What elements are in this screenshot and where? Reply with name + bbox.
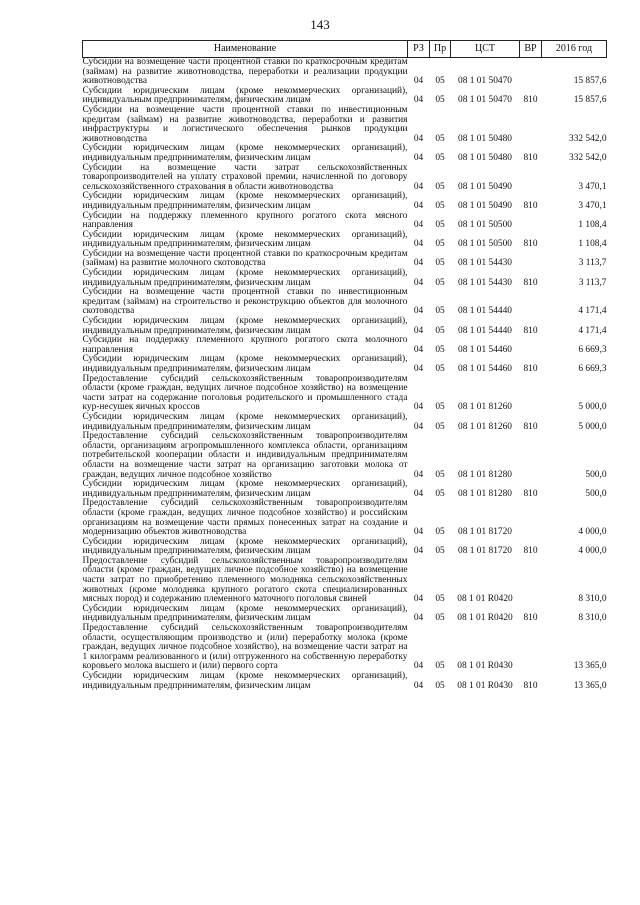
row-name: Субсидии юридическим лицам (кроме некоммерческих организаций), индивидуальным предпринимателям, физическим лицам (82, 229, 408, 250)
row-amount: 6 669,3 (578, 344, 607, 355)
row-name: Субсидии на возмещение части процентной ставки по краткосрочным кредитам (займам) на развитие молочного скотоводства (82, 248, 408, 269)
row-pr: 05 (435, 152, 445, 163)
row-cst: 08 1 01 50490 (458, 200, 512, 211)
row-name: Предоставление субсидий сельскохозяйственным товаропроизводителям области (кроме граждан, ведущих личное подсобное хозяйство) на возмещение части затрат по приобретению племенного молодняка сельскохозяйственных животных (кроме молодняка крупного рогатого скота специализированных мясных пород) и содержанию племенного маточного поголовья свиней (82, 555, 408, 605)
row-amount: 500,0 (585, 469, 607, 480)
table-row (83, 269, 607, 288)
row-rz: 04 (413, 613, 424, 624)
row-amount: 8 310,0 (578, 594, 607, 605)
row-name: Субсидии юридическим лицам (кроме некоммерческих организаций), индивидуальным предпринимателям, физическим лицам (82, 268, 408, 288)
row-cst: 08 1 01 50500 (458, 239, 512, 250)
row-pr: 05 (435, 546, 445, 557)
header-rz: РЗ (408, 41, 430, 58)
row-vr: 810 (523, 546, 538, 557)
row-vr: 810 (523, 421, 538, 432)
row-cst: 08 1 01 54430 (458, 277, 512, 288)
table-row (83, 672, 607, 691)
header-year: 2016 год (542, 41, 607, 58)
table-row (83, 480, 607, 499)
row-cst: 08 1 01 R0420 (457, 613, 513, 624)
row-name: Предоставление субсидий сельскохозяйственным товаропроизводителям области (кроме граждан, ведущих личное подсобное хозяйство) и российским организациям на возмещение части прямых понесенных затрат на создание и модернизацию объектов животноводства (82, 498, 408, 538)
row-rz: 04 (413, 661, 424, 672)
row-rz: 04 (413, 402, 424, 413)
table-row (83, 413, 607, 432)
row-pr: 05 (435, 220, 445, 231)
row-name: Предоставление субсидий сельскохозяйственным товаропроизводителям области (кроме граждан, ведущих личное подсобное хозяйство) на возмещение части затрат на содержание поголовья родительского и промышленного стада кур-несушек яичных кроссов (82, 373, 408, 413)
row-rz: 04 (413, 325, 424, 336)
row-rz: 04 (413, 152, 424, 163)
row-amount: 5 000,0 (578, 421, 607, 432)
row-vr (520, 432, 542, 480)
row-pr: 05 (435, 364, 445, 374)
row-amount: 13 365,0 (573, 680, 607, 691)
table-body (83, 58, 607, 692)
row-cst: 08 1 01 50490 (458, 181, 512, 192)
table-row (83, 499, 607, 537)
row-name: Субсидии на поддержку племенного крупного рогатого скота молочного направления (82, 335, 408, 355)
row-rz: 04 (413, 680, 424, 691)
row-amount: 3 470,1 (578, 181, 607, 192)
row-cst: 08 1 01 50480 (458, 152, 512, 163)
row-pr: 05 (435, 133, 445, 144)
row-name: Субсидии на возмещение части процентной ставки по краткосрочным кредитам (займам) на развитие животноводства, переработки и реализации продукции животноводства (82, 57, 408, 87)
row-pr: 05 (435, 200, 445, 211)
row-amount: 3 113,7 (578, 258, 607, 269)
page-number: 143 (310, 17, 330, 32)
row-pr: 05 (435, 661, 445, 672)
row-cst: 08 1 01 81260 (458, 421, 512, 432)
row-vr (520, 212, 542, 231)
table-row (83, 317, 607, 336)
table-row (83, 250, 607, 269)
row-rz: 04 (413, 527, 424, 538)
row-cst: 08 1 01 54460 (458, 364, 512, 374)
row-vr: 810 (523, 277, 538, 288)
row-pr: 05 (435, 344, 445, 355)
row-cst: 08 1 01 R0420 (457, 594, 513, 605)
row-name: Субсидии на возмещение части процентной ставки по инвестиционным кредитам (займам) на развитие животноводства, переработки и развития инфраструктуры и логистического обеспечения рынков продукции животноводства (82, 104, 408, 144)
row-vr (520, 557, 542, 605)
table-row (83, 355, 607, 374)
header-vr: ВР (520, 41, 542, 58)
row-name: Субсидии юридическим лицам (кроме некоммерческих организаций), индивидуальным предпринимателям, физическим лицам (82, 354, 408, 374)
row-vr (520, 106, 542, 144)
row-rz: 04 (413, 258, 424, 269)
row-name: Предоставление субсидий сельскохозяйственным товаропроизводителям области, организациям агропромышленного комплекса области, организациям потребительской кооперации области и индивидуальным предпринимателям области на возмещение части затрат на организацию заготовки молока от граждан, ведущих личное подсобное хозяйство (82, 431, 408, 480)
header-pr: Пр (430, 41, 451, 58)
table-row (83, 58, 607, 87)
row-rz: 04 (413, 364, 424, 374)
row-amount: 3 113,7 (578, 277, 607, 288)
header-cst: ЦСТ (451, 41, 520, 58)
row-name: Субсидии юридическим лицам (кроме некоммерческих организаций), индивидуальным предпринимателям, физическим лицам (82, 536, 408, 557)
table-row (83, 87, 607, 106)
row-vr (520, 499, 542, 537)
row-cst: 08 1 01 54460 (458, 344, 512, 355)
row-amount: 3 470,1 (578, 200, 607, 211)
row-name: Субсидии на возмещение части затрат сельскохозяйственных товаропроизводителей на уплату страховой премии, начисленной по договору сельскохозяйственного страхования в области животноводства (82, 162, 408, 192)
table-row (83, 538, 607, 557)
row-amount: 4 000,0 (578, 546, 607, 557)
row-name: Субсидии юридическим лицам (кроме некоммерческих организаций), индивидуальным предпринимателям, физическим лицам (82, 191, 408, 211)
row-amount: 15 857,6 (573, 95, 607, 106)
row-vr (520, 375, 542, 413)
row-cst: 08 1 01 50470 (458, 95, 512, 106)
row-rz: 04 (413, 277, 424, 288)
row-rz: 04 (413, 344, 424, 355)
row-amount: 500,0 (585, 488, 607, 499)
row-rz: 04 (413, 220, 424, 231)
row-vr: 810 (523, 488, 538, 499)
row-amount: 332 542,0 (569, 152, 607, 163)
row-cst: 08 1 01 54440 (458, 325, 512, 336)
row-amount: 1 108,4 (578, 220, 607, 231)
row-vr (520, 288, 542, 317)
row-amount: 8 310,0 (578, 613, 607, 624)
row-amount: 4 171,4 (578, 306, 607, 317)
row-rz: 04 (413, 76, 424, 87)
row-amount: 1 108,4 (578, 239, 607, 250)
row-pr: 05 (435, 76, 445, 87)
row-vr (520, 336, 542, 355)
row-rz: 04 (413, 181, 424, 192)
row-cst: 08 1 01 81260 (458, 402, 512, 413)
row-amount: 332 542,0 (569, 133, 607, 144)
row-vr: 810 (523, 239, 538, 250)
row-pr: 05 (435, 306, 445, 317)
row-pr: 05 (435, 594, 445, 605)
row-pr: 05 (435, 469, 445, 480)
row-vr (520, 164, 542, 193)
table-row (83, 192, 607, 211)
table-row (83, 106, 607, 144)
row-cst: 08 1 01 50470 (458, 76, 512, 87)
row-pr: 05 (435, 488, 445, 499)
budget-table (82, 40, 607, 691)
row-cst: 08 1 01 54430 (458, 258, 512, 269)
row-cst: 08 1 01 R0430 (457, 680, 513, 691)
row-vr (520, 624, 542, 672)
row-pr: 05 (435, 613, 445, 624)
row-rz: 04 (413, 200, 424, 211)
row-cst: 08 1 01 R0430 (457, 661, 513, 672)
table-row (83, 231, 607, 250)
row-rz: 04 (413, 469, 424, 480)
row-name: Субсидии юридическим лицам (кроме некоммерческих организаций), индивидуальным предпринимателям, физическим лицам (82, 143, 408, 163)
row-cst: 08 1 01 81720 (458, 546, 512, 557)
row-rz: 04 (413, 421, 424, 432)
row-pr: 05 (435, 181, 445, 192)
row-rz: 04 (413, 95, 424, 106)
row-vr: 810 (523, 613, 538, 624)
row-pr: 05 (435, 421, 445, 432)
row-name: Субсидии юридическим лицам (кроме некоммерческих организаций), индивидуальным предпринимателям, физическим лицам (82, 85, 408, 106)
table-row (83, 375, 607, 413)
table-row (83, 144, 607, 163)
row-vr: 810 (523, 680, 538, 691)
table-row (83, 624, 607, 672)
row-amount: 6 669,3 (578, 364, 607, 374)
row-pr: 05 (435, 277, 445, 288)
row-vr: 810 (523, 364, 538, 374)
table-row (83, 557, 607, 605)
row-vr: 810 (523, 95, 538, 106)
row-vr (520, 58, 542, 87)
row-name: Субсидии юридическим лицам (кроме некоммерческих организаций), индивидуальным предпринимателям, физическим лицам (82, 316, 408, 336)
row-rz: 04 (413, 594, 424, 605)
row-rz: 04 (413, 239, 424, 250)
table-row (83, 288, 607, 317)
row-pr: 05 (435, 95, 445, 106)
row-amount: 5 000,0 (578, 402, 607, 413)
row-vr: 810 (523, 325, 538, 336)
row-rz: 04 (413, 133, 424, 144)
row-pr: 05 (435, 258, 445, 269)
header-name: Наименование (83, 41, 408, 58)
row-amount: 4 171,4 (578, 325, 607, 336)
row-cst: 08 1 01 81280 (458, 469, 512, 480)
row-amount: 15 857,6 (573, 76, 607, 87)
row-name: Субсидии юридическим лицам (кроме некоммерческих организаций), индивидуальным предпринимателям, физическим лицам (82, 603, 408, 624)
row-rz: 04 (413, 488, 424, 499)
table-row (83, 336, 607, 355)
row-cst: 08 1 01 81720 (458, 527, 512, 538)
row-name: Субсидии на возмещение части процентной ставки по инвестиционным кредитам (займам) на строительство и реконструкцию объектов для молочного скотоводства (82, 287, 408, 317)
table-row (83, 605, 607, 624)
row-vr: 810 (523, 152, 538, 163)
row-name: Субсидии юридическим лицам (кроме некоммерческих организаций), индивидуальным предпринимателям, физическим лицам (82, 671, 408, 691)
row-cst: 08 1 01 54440 (458, 306, 512, 317)
row-vr: 810 (523, 200, 538, 211)
table-row (83, 432, 607, 480)
row-vr (520, 250, 542, 269)
row-pr: 05 (435, 239, 445, 250)
row-name: Субсидии юридическим лицам (кроме некоммерческих организаций), индивидуальным предпринимателям, физическим лицам (82, 479, 408, 499)
row-rz: 04 (413, 546, 424, 557)
row-pr: 05 (435, 680, 445, 691)
row-rz: 04 (413, 306, 424, 317)
row-pr: 05 (435, 402, 445, 413)
row-name: Предоставление субсидий сельскохозяйственным товаропроизводителям области, осуществляющим производство и (или) переработку молока (кроме граждан, ведущих личное подсобное хозяйство), на возмещение части затрат на 1 килограмм реализованного и (или) отгруженного на собственную переработку коровьего молока высшего и (или) первого сорта (82, 623, 408, 672)
row-name: Субсидии юридическим лицам (кроме некоммерческих организаций), индивидуальным предпринимателям, физическим лицам (82, 411, 408, 432)
table-header-row (83, 41, 607, 58)
row-cst: 08 1 01 50500 (458, 220, 512, 231)
row-pr: 05 (435, 527, 445, 538)
row-cst: 08 1 01 50480 (458, 133, 512, 144)
row-name: Субсидии на поддержку племенного крупного рогатого скота мясного направления (82, 210, 408, 231)
table-row (83, 212, 607, 231)
table-row (83, 164, 607, 193)
row-amount: 4 000,0 (578, 527, 607, 538)
row-cst: 08 1 01 81280 (458, 488, 512, 499)
row-amount: 13 365,0 (573, 661, 607, 672)
row-pr: 05 (435, 325, 445, 336)
